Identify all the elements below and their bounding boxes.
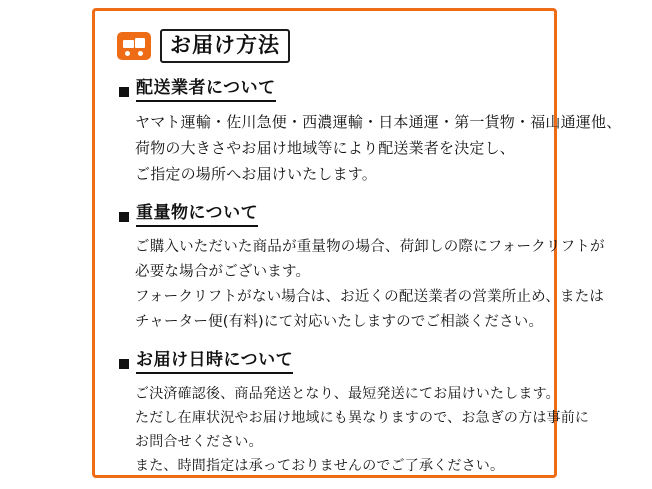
body-line: ヤマト運輸・佐川急便・西濃運輸・日本通運・第一貨物・福山通運他、 <box>135 113 622 132</box>
section-body-delivery-datetime <box>113 382 590 478</box>
truck-cab-shape <box>123 40 134 48</box>
section-body-heavy-items <box>113 235 605 335</box>
truck-wheel-front-shape <box>125 51 130 56</box>
body-line: 必要な場合がございます。 <box>135 263 311 280</box>
panel-title-box <box>160 29 290 63</box>
body-line: フォークリフトがない場合は、お近くの配送業者の営業所止め、または <box>135 288 605 305</box>
section-heading-shipping-carriers <box>113 77 536 104</box>
section-heading-text: 配送業者について <box>136 77 276 102</box>
section-heading-text: お届け日時について <box>136 349 293 374</box>
section-shipping-carriers <box>113 77 622 187</box>
truck-box-shape <box>135 38 145 48</box>
bullet-square-icon <box>119 87 129 97</box>
delivery-truck-icon <box>117 32 151 60</box>
section-heading-text: 重量物について <box>136 202 258 227</box>
body-line: お問合せください。 <box>135 433 263 450</box>
body-line: ご決済確認後、商品発送となり、最短発送にてお届けいたします。 <box>135 385 560 402</box>
page-title: お届け方法 <box>170 33 280 57</box>
panel-title-row <box>117 29 536 63</box>
body-line: チャーター便(有料)にて対応いたしますのでご相談ください。 <box>135 313 544 330</box>
bullet-square-icon <box>119 212 129 222</box>
delivery-info-panel <box>92 8 622 478</box>
bullet-square-icon <box>119 359 129 369</box>
section-heading-delivery-datetime <box>113 349 536 376</box>
section-delivery-datetime <box>113 349 590 478</box>
body-line: ご購入いただいた商品が重量物の場合、荷卸しの際にフォークリフトが <box>135 238 605 255</box>
body-line: また、時間指定は承っておりませんのでご了承ください。 <box>135 457 505 474</box>
truck-wheel-rear-shape <box>138 51 143 56</box>
section-body-shipping-carriers <box>113 110 622 187</box>
body-line: ただし在庫状況やお届け地域にも異なりますので、お急ぎの方は事前に <box>135 409 590 426</box>
section-heading-heavy-items <box>113 202 536 229</box>
body-line: ご指定の場所へお届けいたします。 <box>135 164 378 183</box>
section-heavy-items <box>113 202 605 335</box>
body-line: 荷物の大きさやお届け地域等により配送業者を決定し、 <box>135 139 516 158</box>
